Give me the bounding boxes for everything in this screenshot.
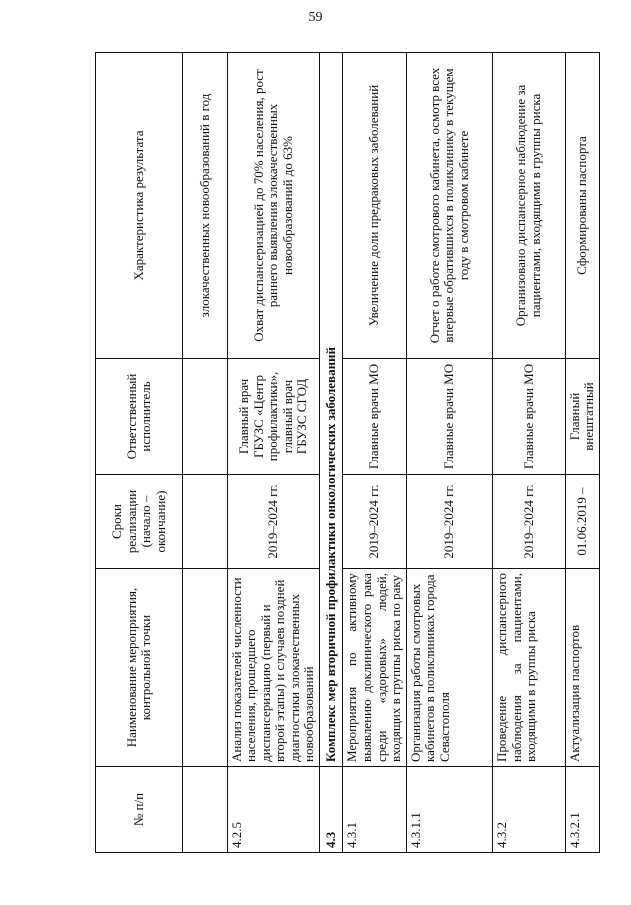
cell-period: 2019–2024 гг. xyxy=(406,475,492,569)
cell-period: 2019–2024 гг. xyxy=(493,475,565,569)
rotated-table-container xyxy=(95,53,600,853)
cell-num: 4.3.2.1 xyxy=(565,767,599,853)
cell-result: Сформированы паспорта xyxy=(565,53,599,359)
table-row xyxy=(493,53,565,853)
cell-num: 4.3.1 xyxy=(343,767,406,853)
cell-period: 2019–2024 гг. xyxy=(227,475,320,569)
cell-period xyxy=(183,475,227,569)
measures-table xyxy=(95,52,600,853)
cell-responsible xyxy=(183,359,227,475)
cell-name: Актуализация паспортов xyxy=(565,569,599,767)
cell-responsible: Главные врачи МО xyxy=(493,359,565,475)
section-num: 4.3 xyxy=(320,767,343,853)
cell-num: 4.2.5 xyxy=(227,767,320,853)
section-title: Комплекс мер вторичной профилактики онкологических заболеваний xyxy=(320,53,343,767)
cell-result: злокачественных новообразований в год xyxy=(183,53,227,359)
cell-num: 4.3.1.1 xyxy=(406,767,492,853)
header-responsible: Ответственный исполнитель xyxy=(96,359,183,475)
header-result: Характеристика результата xyxy=(96,53,183,359)
cell-responsible: Главный внештатный xyxy=(565,359,599,475)
cell-result: Организовано диспансерное наблюдение за пациентами, входящими в группы риска xyxy=(493,53,565,359)
cell-period: 2019–2024 гг. xyxy=(343,475,406,569)
header-num: № п/п xyxy=(96,767,183,853)
cell-name xyxy=(183,569,227,767)
cell-name: Мероприятия по активному выявлению доклинического рака среди «здоровых» людей, входящих в группы риска по раку xyxy=(343,569,406,767)
cell-num: 4.3.2 xyxy=(493,767,565,853)
cell-result: Увеличение доли предраковых заболеваний xyxy=(343,53,406,359)
cell-result: Охват диспансеризацией до 70% населения, рост раннего выявления злокачественных новообразований до 63% xyxy=(227,53,320,359)
cell-name: Проведение диспансерного наблюдения за пациентами, входящими в группы риска xyxy=(493,569,565,767)
table-row xyxy=(565,53,599,853)
cell-name: Организация работы смотровых кабинетов в поликлиниках города Севастополя xyxy=(406,569,492,767)
header-period: Сроки реализации (начало – окончание) xyxy=(96,475,183,569)
header-name: Наименование мероприятия, контрольной точки xyxy=(96,569,183,767)
section-row xyxy=(320,53,343,853)
table-row xyxy=(343,53,406,853)
cell-responsible: Главные врачи МО xyxy=(406,359,492,475)
cell-period: 01.06.2019 – xyxy=(565,475,599,569)
header-row xyxy=(96,53,183,853)
cell-num xyxy=(183,767,227,853)
cell-responsible: Главный врач ГБУЗС «Центр профилактики», главный врач ГБУЗС СГОД xyxy=(227,359,320,475)
cell-responsible: Главные врачи МО xyxy=(343,359,406,475)
page-number: 59 xyxy=(308,10,323,25)
table-row xyxy=(183,53,227,853)
table-row xyxy=(406,53,492,853)
cell-result: Отчет о работе смотрового кабинета, осмотр всех впервые обратившихся в поликлинику в текущем году в смотровом кабинете xyxy=(406,53,492,359)
table-row xyxy=(227,53,320,853)
cell-name: Анализ показателей численности населения, прошедшего диспансеризацию (первый и второй этапы) и случаев поздней диагностики злокачественных новообразований xyxy=(227,569,320,767)
